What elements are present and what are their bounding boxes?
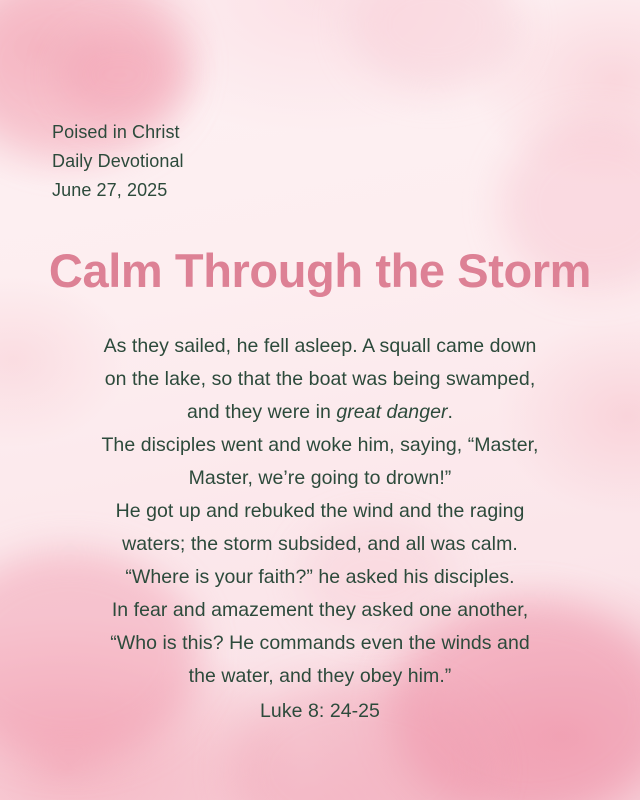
scripture-reference: Luke 8: 24-25	[260, 700, 380, 722]
header-date: June 27, 2025	[52, 180, 168, 201]
verse-line: In fear and amazement they asked one another,	[111, 598, 529, 621]
verse-line: the water, and they obey him.”	[188, 664, 452, 687]
verse-line: Master, we’re going to drown!”	[188, 466, 452, 489]
verse-line: on the lake, so that the boat was being swamped,	[104, 367, 536, 390]
scripture-passage	[36, 330, 604, 692]
brand-name: Poised in Christ	[52, 122, 180, 142]
verse-line: waters; the storm subsided, and all was calm.	[122, 532, 518, 555]
verse-line: “Where is your faith?” he asked his disciples.	[125, 565, 515, 588]
verse-line: The disciples went and woke him, saying, “Master,	[101, 433, 539, 456]
verse-line	[36, 396, 604, 429]
verse-line: As they sailed, he fell asleep. A squall came down	[103, 335, 537, 357]
page-title: Calm Through the Storm	[48, 244, 592, 297]
verse-text: and they were in	[186, 400, 337, 423]
verse-emphasis: great danger	[336, 400, 448, 423]
header-block	[52, 118, 184, 205]
verse-line: He got up and rebuked the wind and the raging	[115, 499, 525, 522]
verse-text: .	[447, 400, 453, 423]
header-subtitle: Daily Devotional	[52, 151, 184, 172]
verse-line: “Who is this? He commands even the winds and	[110, 631, 530, 654]
